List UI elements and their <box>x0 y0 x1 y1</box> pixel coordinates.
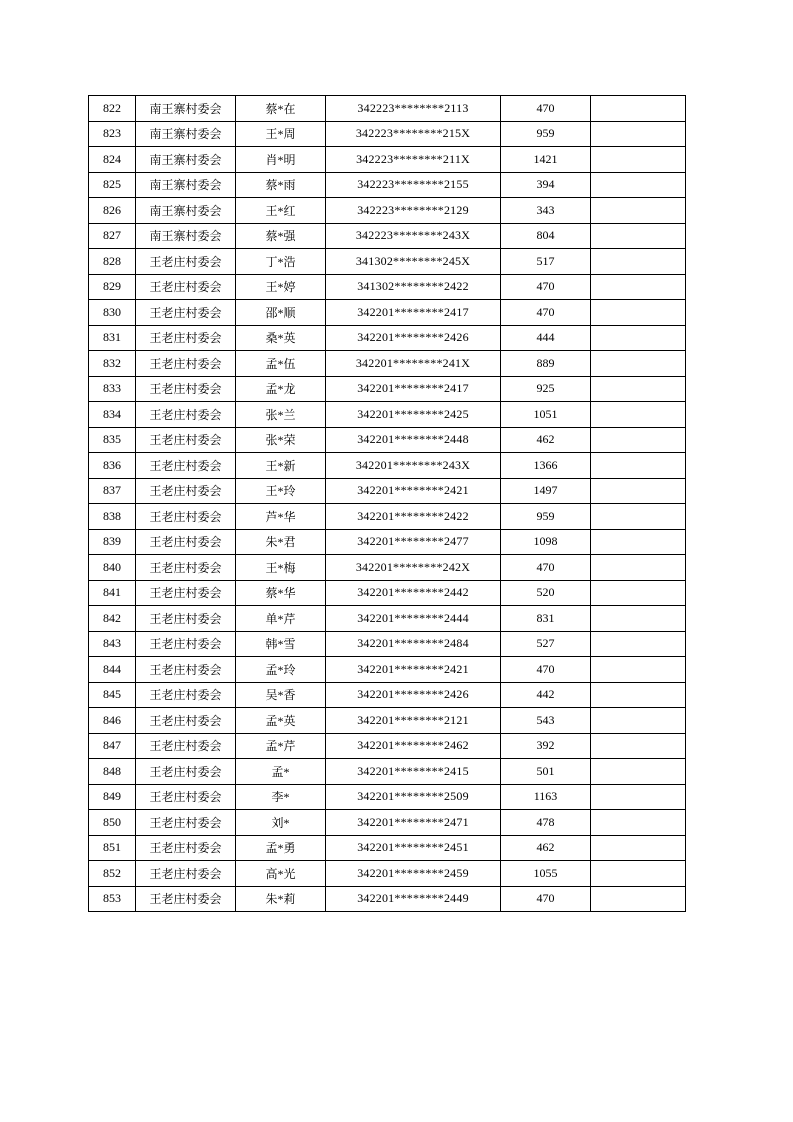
amount-cell: 1055 <box>501 861 591 887</box>
amount-cell: 394 <box>501 172 591 198</box>
table-row <box>89 580 686 606</box>
amount-cell: 959 <box>501 121 591 147</box>
amount-cell: 470 <box>501 300 591 326</box>
masked-id-cell: 342201********2459 <box>326 861 501 887</box>
amount-cell: 889 <box>501 351 591 377</box>
masked-id-cell: 341302********245X <box>326 249 501 275</box>
blank-cell <box>591 223 686 249</box>
blank-cell <box>591 759 686 785</box>
row-number-cell: 826 <box>89 198 136 224</box>
table-row <box>89 682 686 708</box>
person-name-cell: 张*荣 <box>236 427 326 453</box>
masked-id-cell: 342223********2129 <box>326 198 501 224</box>
person-name-cell: 王*玲 <box>236 478 326 504</box>
row-number-cell: 827 <box>89 223 136 249</box>
beneficiary-table <box>88 95 686 912</box>
blank-cell <box>591 504 686 530</box>
masked-id-cell: 342201********2442 <box>326 580 501 606</box>
blank-cell <box>591 580 686 606</box>
blank-cell <box>591 478 686 504</box>
blank-cell <box>591 172 686 198</box>
village-cell: 王老庄村委会 <box>136 708 236 734</box>
row-number-cell: 848 <box>89 759 136 785</box>
row-number-cell: 850 <box>89 810 136 836</box>
masked-id-cell: 342201********243X <box>326 453 501 479</box>
table-row <box>89 529 686 555</box>
village-cell: 王老庄村委会 <box>136 249 236 275</box>
table-row <box>89 147 686 173</box>
village-cell: 王老庄村委会 <box>136 759 236 785</box>
blank-cell <box>591 198 686 224</box>
person-name-cell: 王*红 <box>236 198 326 224</box>
village-cell: 王老庄村委会 <box>136 453 236 479</box>
amount-cell: 392 <box>501 733 591 759</box>
row-number-cell: 822 <box>89 96 136 122</box>
blank-cell <box>591 402 686 428</box>
row-number-cell: 841 <box>89 580 136 606</box>
village-cell: 王老庄村委会 <box>136 784 236 810</box>
masked-id-cell: 342223********2155 <box>326 172 501 198</box>
village-cell: 王老庄村委会 <box>136 427 236 453</box>
masked-id-cell: 342201********2448 <box>326 427 501 453</box>
row-number-cell: 852 <box>89 861 136 887</box>
table-row <box>89 657 686 683</box>
blank-cell <box>591 376 686 402</box>
blank-cell <box>591 300 686 326</box>
masked-id-cell: 342223********211X <box>326 147 501 173</box>
person-name-cell: 蔡*雨 <box>236 172 326 198</box>
village-cell: 王老庄村委会 <box>136 376 236 402</box>
table-row <box>89 96 686 122</box>
person-name-cell: 芦*华 <box>236 504 326 530</box>
table-row <box>89 810 686 836</box>
table-row <box>89 606 686 632</box>
row-number-cell: 845 <box>89 682 136 708</box>
table-row <box>89 121 686 147</box>
row-number-cell: 837 <box>89 478 136 504</box>
village-cell: 南王寨村委会 <box>136 172 236 198</box>
village-cell: 王老庄村委会 <box>136 606 236 632</box>
row-number-cell: 838 <box>89 504 136 530</box>
blank-cell <box>591 784 686 810</box>
blank-cell <box>591 555 686 581</box>
village-cell: 王老庄村委会 <box>136 580 236 606</box>
table-row <box>89 427 686 453</box>
amount-cell: 1421 <box>501 147 591 173</box>
row-number-cell: 847 <box>89 733 136 759</box>
village-cell: 王老庄村委会 <box>136 835 236 861</box>
village-cell: 王老庄村委会 <box>136 300 236 326</box>
masked-id-cell: 342201********2417 <box>326 300 501 326</box>
amount-cell: 1366 <box>501 453 591 479</box>
blank-cell <box>591 453 686 479</box>
table-row <box>89 351 686 377</box>
table-row <box>89 835 686 861</box>
village-cell: 南王寨村委会 <box>136 198 236 224</box>
table-row <box>89 300 686 326</box>
masked-id-cell: 341302********2422 <box>326 274 501 300</box>
row-number-cell: 828 <box>89 249 136 275</box>
person-name-cell: 王*梅 <box>236 555 326 581</box>
person-name-cell: 孟*伍 <box>236 351 326 377</box>
person-name-cell: 邵*顺 <box>236 300 326 326</box>
village-cell: 王老庄村委会 <box>136 861 236 887</box>
amount-cell: 1163 <box>501 784 591 810</box>
amount-cell: 804 <box>501 223 591 249</box>
amount-cell: 470 <box>501 555 591 581</box>
person-name-cell: 高*光 <box>236 861 326 887</box>
blank-cell <box>591 121 686 147</box>
village-cell: 南王寨村委会 <box>136 223 236 249</box>
row-number-cell: 839 <box>89 529 136 555</box>
village-cell: 王老庄村委会 <box>136 402 236 428</box>
row-number-cell: 833 <box>89 376 136 402</box>
village-cell: 王老庄村委会 <box>136 733 236 759</box>
masked-id-cell: 342201********2426 <box>326 682 501 708</box>
blank-cell <box>591 274 686 300</box>
row-number-cell: 834 <box>89 402 136 428</box>
masked-id-cell: 342201********2417 <box>326 376 501 402</box>
village-cell: 王老庄村委会 <box>136 810 236 836</box>
amount-cell: 444 <box>501 325 591 351</box>
table-row <box>89 555 686 581</box>
village-cell: 南王寨村委会 <box>136 121 236 147</box>
amount-cell: 462 <box>501 835 591 861</box>
table-row <box>89 223 686 249</box>
masked-id-cell: 342223********215X <box>326 121 501 147</box>
masked-id-cell: 342201********2421 <box>326 478 501 504</box>
row-number-cell: 853 <box>89 886 136 912</box>
person-name-cell: 王*新 <box>236 453 326 479</box>
blank-cell <box>591 810 686 836</box>
row-number-cell: 823 <box>89 121 136 147</box>
person-name-cell: 刘* <box>236 810 326 836</box>
amount-cell: 831 <box>501 606 591 632</box>
village-cell: 王老庄村委会 <box>136 504 236 530</box>
masked-id-cell: 342201********2422 <box>326 504 501 530</box>
row-number-cell: 843 <box>89 631 136 657</box>
blank-cell <box>591 325 686 351</box>
amount-cell: 527 <box>501 631 591 657</box>
blank-cell <box>591 427 686 453</box>
amount-cell: 1051 <box>501 402 591 428</box>
blank-cell <box>591 861 686 887</box>
amount-cell: 501 <box>501 759 591 785</box>
row-number-cell: 844 <box>89 657 136 683</box>
row-number-cell: 835 <box>89 427 136 453</box>
blank-cell <box>591 351 686 377</box>
row-number-cell: 831 <box>89 325 136 351</box>
blank-cell <box>591 835 686 861</box>
blank-cell <box>591 657 686 683</box>
row-number-cell: 825 <box>89 172 136 198</box>
village-cell: 王老庄村委会 <box>136 274 236 300</box>
row-number-cell: 832 <box>89 351 136 377</box>
person-name-cell: 肖*明 <box>236 147 326 173</box>
masked-id-cell: 342201********2484 <box>326 631 501 657</box>
table-row <box>89 172 686 198</box>
person-name-cell: 韩*雪 <box>236 631 326 657</box>
row-number-cell: 836 <box>89 453 136 479</box>
table-row <box>89 376 686 402</box>
village-cell: 王老庄村委会 <box>136 351 236 377</box>
person-name-cell: 朱*君 <box>236 529 326 555</box>
person-name-cell: 张*兰 <box>236 402 326 428</box>
amount-cell: 462 <box>501 427 591 453</box>
village-cell: 南王寨村委会 <box>136 96 236 122</box>
blank-cell <box>591 96 686 122</box>
blank-cell <box>591 708 686 734</box>
village-cell: 王老庄村委会 <box>136 325 236 351</box>
masked-id-cell: 342201********2415 <box>326 759 501 785</box>
table-row <box>89 453 686 479</box>
row-number-cell: 851 <box>89 835 136 861</box>
village-cell: 王老庄村委会 <box>136 631 236 657</box>
amount-cell: 543 <box>501 708 591 734</box>
masked-id-cell: 342201********2477 <box>326 529 501 555</box>
table-row <box>89 759 686 785</box>
village-cell: 南王寨村委会 <box>136 147 236 173</box>
person-name-cell: 桑*英 <box>236 325 326 351</box>
table-row <box>89 478 686 504</box>
masked-id-cell: 342201********2444 <box>326 606 501 632</box>
person-name-cell: 王*周 <box>236 121 326 147</box>
person-name-cell: 孟*玲 <box>236 657 326 683</box>
person-name-cell: 孟*英 <box>236 708 326 734</box>
amount-cell: 478 <box>501 810 591 836</box>
amount-cell: 1098 <box>501 529 591 555</box>
amount-cell: 517 <box>501 249 591 275</box>
blank-cell <box>591 733 686 759</box>
village-cell: 王老庄村委会 <box>136 529 236 555</box>
masked-id-cell: 342201********2451 <box>326 835 501 861</box>
table-row <box>89 402 686 428</box>
person-name-cell: 单*芹 <box>236 606 326 632</box>
table-row <box>89 504 686 530</box>
person-name-cell: 丁*浩 <box>236 249 326 275</box>
person-name-cell: 孟*龙 <box>236 376 326 402</box>
amount-cell: 925 <box>501 376 591 402</box>
amount-cell: 442 <box>501 682 591 708</box>
masked-id-cell: 342201********2462 <box>326 733 501 759</box>
amount-cell: 470 <box>501 657 591 683</box>
amount-cell: 343 <box>501 198 591 224</box>
row-number-cell: 830 <box>89 300 136 326</box>
table-row <box>89 274 686 300</box>
table-row <box>89 325 686 351</box>
amount-cell: 470 <box>501 274 591 300</box>
blank-cell <box>591 529 686 555</box>
person-name-cell: 朱*莉 <box>236 886 326 912</box>
person-name-cell: 蔡*强 <box>236 223 326 249</box>
person-name-cell: 孟* <box>236 759 326 785</box>
blank-cell <box>591 682 686 708</box>
blank-cell <box>591 147 686 173</box>
amount-cell: 1497 <box>501 478 591 504</box>
row-number-cell: 846 <box>89 708 136 734</box>
amount-cell: 470 <box>501 96 591 122</box>
masked-id-cell: 342201********2421 <box>326 657 501 683</box>
blank-cell <box>591 631 686 657</box>
row-number-cell: 824 <box>89 147 136 173</box>
village-cell: 王老庄村委会 <box>136 886 236 912</box>
person-name-cell: 蔡*华 <box>236 580 326 606</box>
row-number-cell: 829 <box>89 274 136 300</box>
table-row <box>89 198 686 224</box>
masked-id-cell: 342223********2113 <box>326 96 501 122</box>
masked-id-cell: 342201********2509 <box>326 784 501 810</box>
table-row <box>89 708 686 734</box>
table-row <box>89 886 686 912</box>
masked-id-cell: 342223********243X <box>326 223 501 249</box>
masked-id-cell: 342201********241X <box>326 351 501 377</box>
village-cell: 王老庄村委会 <box>136 478 236 504</box>
masked-id-cell: 342201********2121 <box>326 708 501 734</box>
table-row <box>89 861 686 887</box>
amount-cell: 470 <box>501 886 591 912</box>
table-row <box>89 784 686 810</box>
masked-id-cell: 342201********2426 <box>326 325 501 351</box>
person-name-cell: 吴*香 <box>236 682 326 708</box>
masked-id-cell: 342201********2425 <box>326 402 501 428</box>
blank-cell <box>591 606 686 632</box>
masked-id-cell: 342201********242X <box>326 555 501 581</box>
row-number-cell: 842 <box>89 606 136 632</box>
amount-cell: 520 <box>501 580 591 606</box>
person-name-cell: 李* <box>236 784 326 810</box>
table-row <box>89 249 686 275</box>
blank-cell <box>591 886 686 912</box>
row-number-cell: 849 <box>89 784 136 810</box>
row-number-cell: 840 <box>89 555 136 581</box>
village-cell: 王老庄村委会 <box>136 682 236 708</box>
person-name-cell: 蔡*在 <box>236 96 326 122</box>
person-name-cell: 孟*芹 <box>236 733 326 759</box>
masked-id-cell: 342201********2471 <box>326 810 501 836</box>
beneficiary-table-body <box>89 96 686 912</box>
blank-cell <box>591 249 686 275</box>
table-row <box>89 733 686 759</box>
person-name-cell: 孟*勇 <box>236 835 326 861</box>
person-name-cell: 王*婷 <box>236 274 326 300</box>
village-cell: 王老庄村委会 <box>136 555 236 581</box>
amount-cell: 959 <box>501 504 591 530</box>
table-row <box>89 631 686 657</box>
masked-id-cell: 342201********2449 <box>326 886 501 912</box>
village-cell: 王老庄村委会 <box>136 657 236 683</box>
